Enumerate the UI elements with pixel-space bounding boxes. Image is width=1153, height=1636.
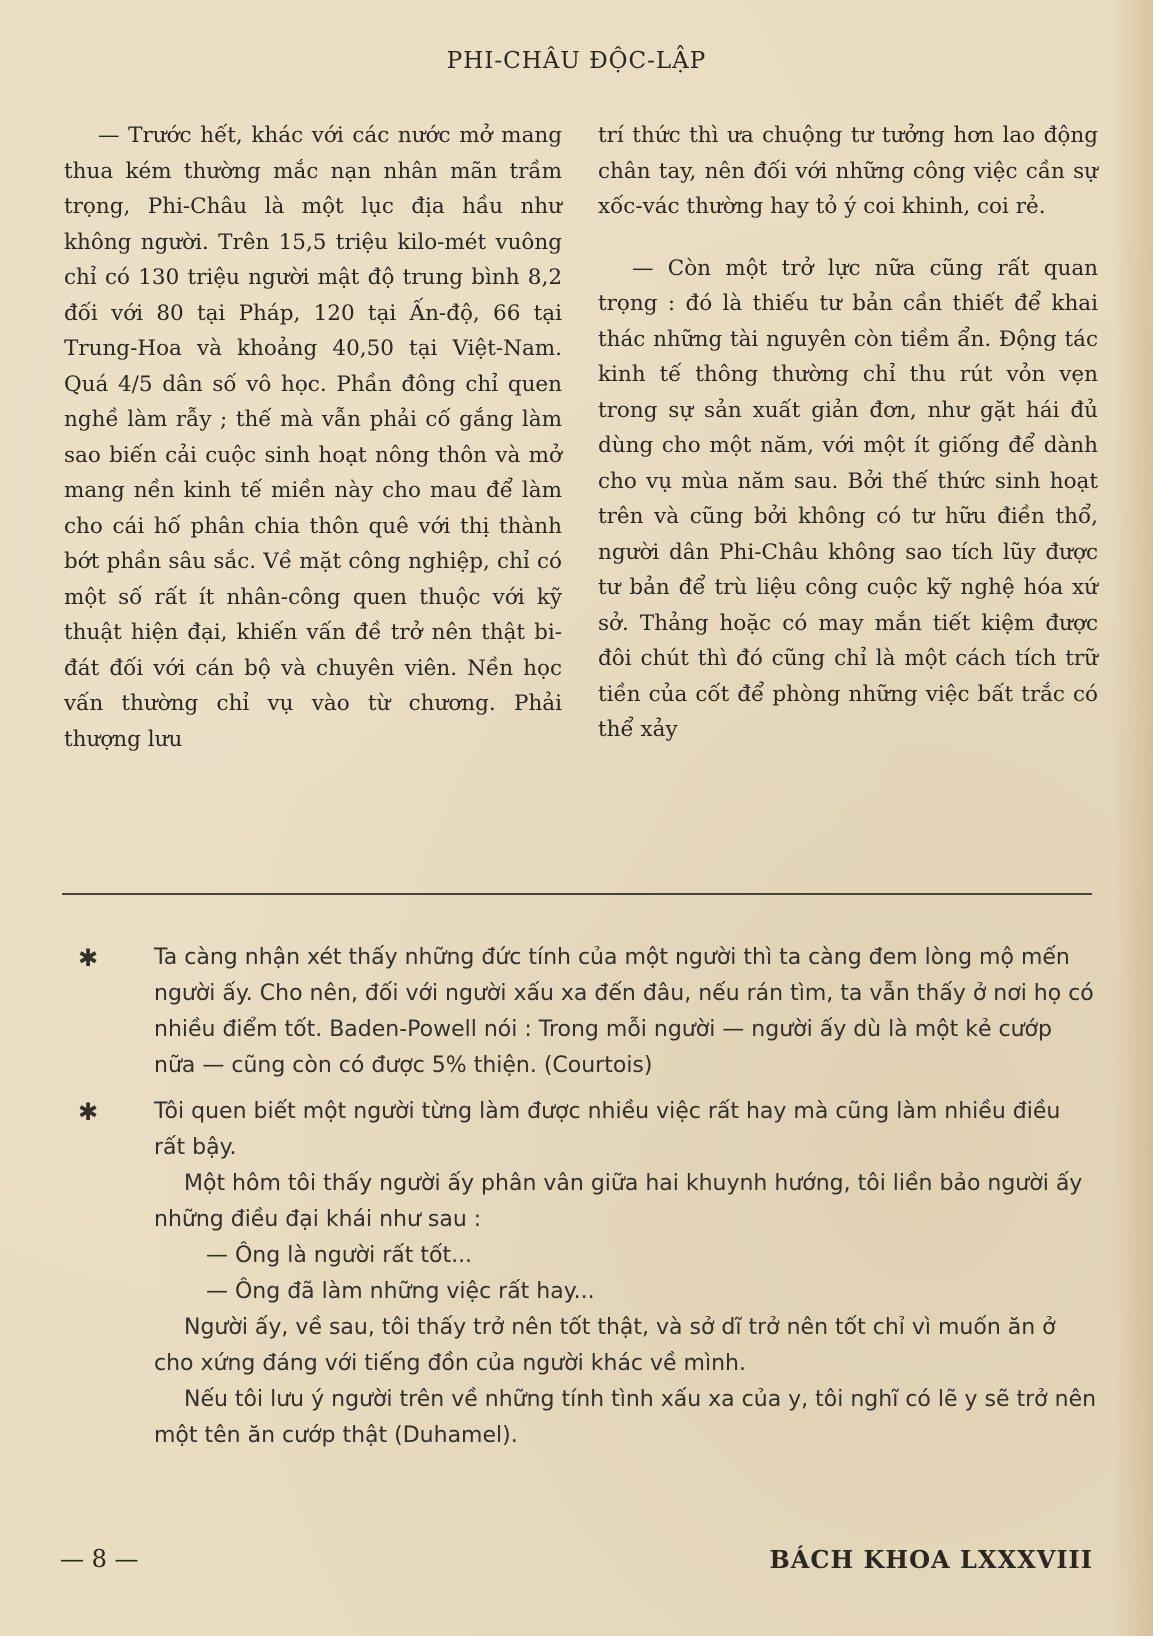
notes-section [78,940,1098,1454]
right-column [598,118,1098,748]
dialogue-line: — Ông đã làm những việc rất hay... [206,1279,595,1304]
note-text: Ta càng nhận xét thấy những đức tính của một người thì ta càng đem lòng mộ mến người ấy. Cho nên, đối với người xấu xa đến đâu, nếu rán tìm, ta vẫn thấy ở nơi họ có nhiều điểm tốt. Baden-Powell nói : Trong mỗi người — người ấy dù là một kẻ cướp nữa — cũng còn có được 5% thiện. (Courtois) [154,945,1094,1078]
divider-rule [62,893,1092,895]
asterisk-icon: ✱ [78,1098,99,1126]
page-edge-stain [1113,0,1153,1636]
running-header: PHI-CHÂU ĐỘC-LẬP [446,48,707,74]
left-paragraph: — Trước hết, khác với các nước mở mang thua kém thường mắc nạn nhân mãn trầm trọng, Phi-Châu là một lục địa hầu như không người. Trên 15,5 triệu kilo-mét vuông chỉ có 130 triệu người mật độ trung bình 8,2 đối với 80 tại Pháp, 120 tại Ấn-độ, 66 tại Trung-Hoa và khoảng 40,50 tại Việt-Nam. Quá 4/5 dân số vô học. Phần đông chỉ quen nghề làm rẫy ; thế mà vẫn phải cố gắng làm sao biến cải cuộc sinh hoạt nông thôn và mở mang nền kinh tế miền này cho mau để làm cho cái hố phân chia thôn quê với thị thành bớt phần sâu sắc. Về mặt công nghiệp, chỉ có một số rất ít nhân-công quen thuộc với kỹ thuật hiện đại, khiến vấn đề trở nên thật bi-đát đối với cán bộ và chuyên viên. Nền học vấn thường chỉ vụ vào từ chương. Phải thượng lưu [64,123,562,752]
right-continuation: trí thức thì ưa chuộng tư tưởng hơn lao động chân tay, nên đối với những công việc cần sự xốc-vác thường hay tỏ ý coi khinh, coi rẻ. [598,123,1098,219]
page-footer [0,1545,1153,1585]
note-item [78,1094,1098,1454]
page-number: — 8 — [60,1545,139,1573]
left-column [64,118,562,757]
dialogue-line: — Ông là người rất tốt... [206,1243,473,1268]
note-paragraph: Một hôm tôi thấy người ấy phân vân giữa hai khuynh hướng, tôi liền bảo người ấy những điều đại khái như sau : [154,1171,1083,1232]
note-item [78,940,1098,1084]
note-text: Tôi quen biết một người từng làm được nhiều việc rất hay mà cũng làm nhiều điều rất bậy. [154,1099,1061,1160]
note-paragraph: Người ấy, về sau, tôi thấy trở nên tốt thật, và sở dĩ trở nên tốt chỉ vì muốn ăn ở cho xứng đáng với tiếng đồn của người khác về mình. [154,1315,1056,1376]
note-paragraph: Nếu tôi lưu ý người trên về những tính tình xấu xa của y, tôi nghĩ có lẽ y sẽ trở nên một tên ăn cướp thật (Duhamel). [154,1387,1097,1448]
asterisk-icon: ✱ [78,944,99,972]
publication-name: BÁCH KHOA LXXXVIII [769,1545,1093,1574]
right-paragraph: — Còn một trở lực nữa cũng rất quan trọng : đó là thiếu tư bản cần thiết để khai thác những tài nguyên còn tiềm ẩn. Động tác kinh tế thông thường chỉ thu rút vỏn vẹn trong sự sản xuất giản đơn, như gặt hái đủ dùng cho một năm, với một ít giống để dành cho vụ mùa năm sau. Bởi thế thức sinh hoạt trên và cũng bởi không có tư hữu điền thổ, người dân Phi-Châu không sao tích lũy được tư bản để trù liệu công cuộc kỹ nghệ hóa xứ sở. Thảng hoặc có may mắn tiết kiệm được đôi chút thì đó cũng chỉ là một cách tích trữ tiền của cốt để phòng những việc bất trắc có thể xảy [598,255,1098,742]
